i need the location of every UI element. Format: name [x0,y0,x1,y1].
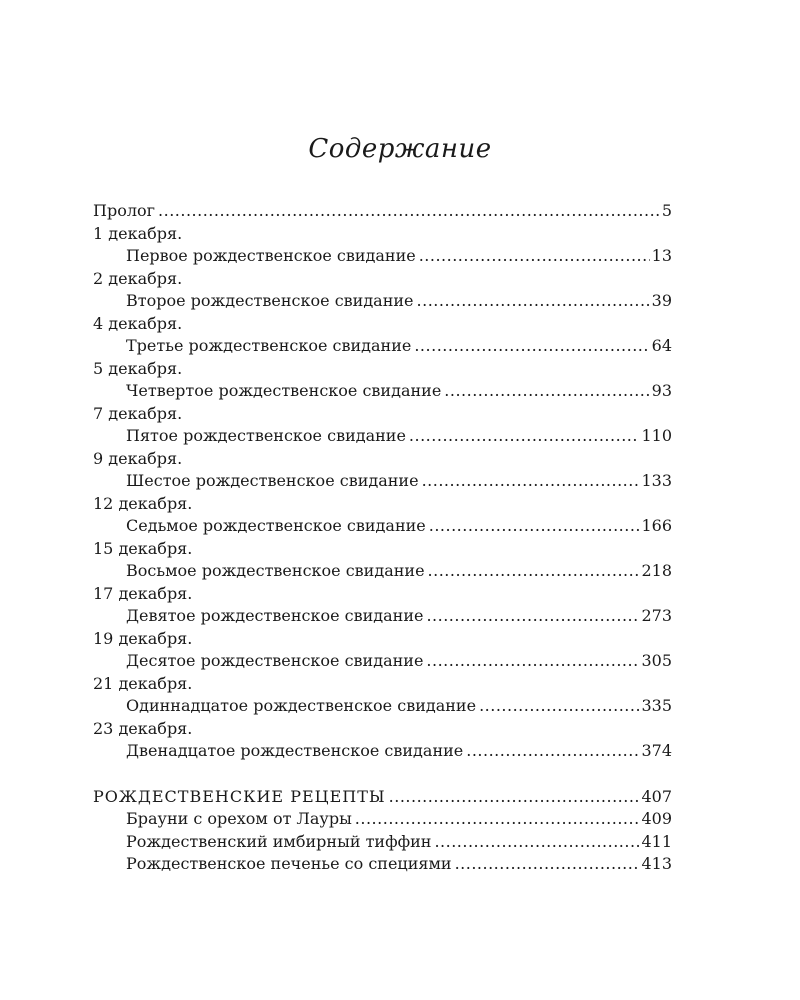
toc-entry-label: Девятое рождественское свидание [126,606,424,625]
toc-page-number: 411 [641,831,672,851]
toc-page-number: 133 [641,471,672,490]
toc-date-heading: 7 декабря. [93,403,183,423]
toc-page-number: 39 [651,291,672,310]
toc-entry-recipe[interactable] [93,808,672,831]
toc-page-number: 13 [651,246,672,265]
toc-entry-label: Рождественский имбирный тиффин [126,831,432,851]
toc-entry-chapter[interactable] [93,470,672,493]
dot-leader [479,695,639,718]
toc-page-number: 273 [641,606,672,625]
toc-entry-recipe[interactable] [93,853,672,876]
table-of-contents [93,200,672,876]
toc-date-heading: 17 декабря. [93,583,193,603]
toc-page-number: 335 [641,696,672,715]
toc-entry-label: Пролог [93,201,156,220]
toc-entry-chapter[interactable] [93,290,672,313]
dot-leader [429,515,640,538]
dot-leader [158,200,660,223]
toc-entry-label: Одиннадцатое рождественское свидание [126,696,477,715]
toc-date-heading: 4 декабря. [93,313,183,333]
toc-page-number: 409 [641,809,672,828]
toc-date-heading: 2 декабря. [93,268,183,288]
toc-section-label: РОЖДЕСТВЕНСКИЕ РЕЦЕПТЫ [93,786,386,806]
section-spacer [93,763,672,786]
toc-date-heading: 12 декабря. [93,493,193,513]
toc-entry-label: Рождественское печенье со специями [126,854,452,873]
toc-entry-label: Четвертое рождественское свидание [126,381,442,400]
toc-page-number: 166 [641,516,672,535]
toc-page-number: 110 [641,426,672,445]
toc-date-heading: 5 декабря. [93,358,183,378]
dot-leader [419,245,650,268]
dot-leader [414,335,649,358]
toc-entry-chapter[interactable] [93,245,672,268]
toc-date-heading: 9 декабря. [93,448,183,468]
dot-leader [389,786,640,809]
toc-entry-label: Седьмое рождественское свидание [126,516,426,535]
toc-entry-chapter[interactable] [93,650,672,673]
page-title: Содержание [308,134,492,164]
toc-page-number: 305 [641,651,672,670]
toc-entry-chapter[interactable] [93,515,672,538]
toc-entry-chapter[interactable] [93,560,672,583]
dot-leader [466,740,639,763]
toc-date-heading: 23 декабря. [93,718,193,738]
dot-leader [417,290,650,313]
toc-entry-chapter[interactable] [93,380,672,403]
toc-page-number: 5 [661,201,672,220]
toc-entry-label: Второе рождественское свидание [126,291,414,310]
toc-entry-label: Третье рождественское свидание [126,336,412,355]
toc-entry-recipes[interactable] [93,786,672,809]
toc-page-number: 93 [651,381,672,400]
toc-entry-chapter[interactable] [93,425,672,448]
dot-leader [444,380,649,403]
toc-date-heading: 21 декабря. [93,673,193,693]
toc-page-number: 407 [641,786,672,806]
dot-leader [426,650,639,673]
toc-entry-label: Восьмое рождественское свидание [126,561,425,580]
dot-leader [355,808,640,831]
toc-entry-label: Десятое рождественское свидание [126,651,424,670]
toc-page-number: 218 [641,561,672,580]
toc-entry-label: Двенадцатое рождественское свидание [126,741,464,760]
toc-date-heading: 19 декабря. [93,628,193,648]
toc-entry-chapter[interactable] [93,605,672,628]
toc-entry-prologue[interactable] [93,200,672,223]
toc-page-number: 64 [651,336,672,355]
toc-entry-chapter[interactable] [93,740,672,763]
toc-entry-label: Шестое рождественское свидание [126,471,419,490]
toc-entry-chapter[interactable] [93,335,672,358]
dot-leader [426,605,639,628]
toc-page-number: 374 [641,741,672,760]
dot-leader [428,560,640,583]
toc-entry-label: Брауни с орехом от Лауры [126,809,352,828]
dot-leader [422,470,640,493]
toc-entry-recipe[interactable] [93,831,672,854]
toc-entry-label: Пятое рождественское свидание [126,426,406,445]
toc-date-heading: 15 декабря. [93,538,193,558]
toc-page-number: 413 [641,854,672,873]
toc-date-heading: 1 декабря. [93,223,183,243]
toc-entry-label: Первое рождественское свидание [126,246,416,265]
dot-leader [409,425,640,448]
toc-entry-chapter[interactable] [93,695,672,718]
dot-leader [455,853,640,876]
dot-leader [434,831,639,854]
